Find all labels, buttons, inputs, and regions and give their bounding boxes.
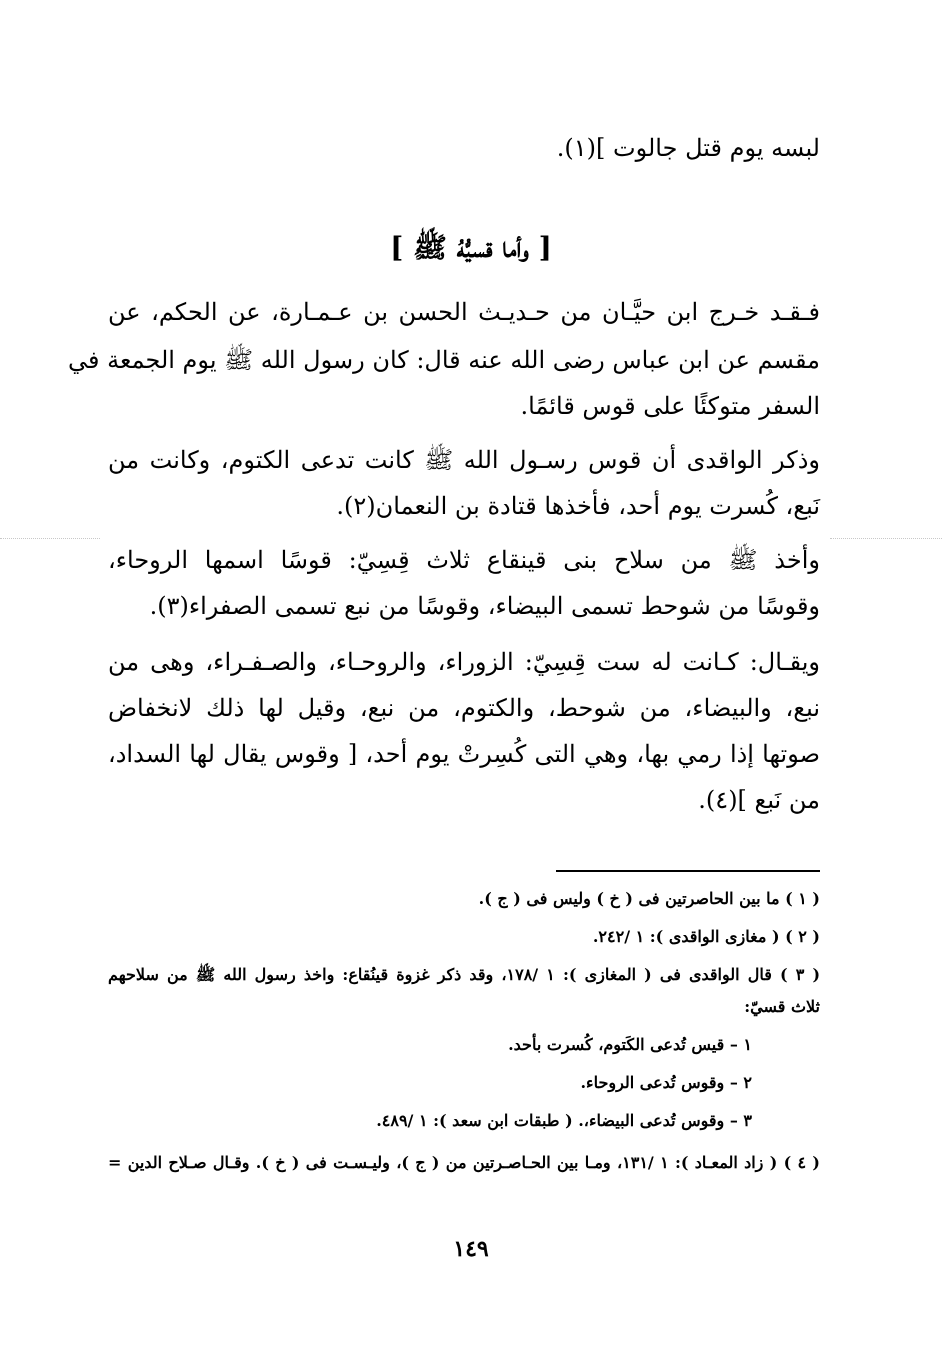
footnote-separator xyxy=(556,870,820,872)
footnote-4: ( ٤ ) ( زاد المعـاد ): ١ /١٣١، ومـا بين الحـاصـرتين من ( ج )، وليـسـت فى ( خ ). وقـال صـلاح الدين = xyxy=(108,1153,821,1172)
footnote-3-item-1: ١ – قيس تُدعى الكَتوم، كُسرت بأحد. xyxy=(508,1035,752,1054)
paragraph-2-line-1: وذكر الواقدى أن قوس رسـول الله ﷺ كانت تدعى الكتوم، وكانت من xyxy=(108,446,820,474)
paragraph-1-line-3: السفر متوكئًا على قوس قائمًا. xyxy=(520,392,820,420)
scan-dots-right xyxy=(830,538,942,540)
footnote-1: ( ١ ) ما بين الحاصرتين فى ( خ ) وليس فى ( ج ). xyxy=(478,889,820,908)
paragraph-1-line-1: فـقـد خـرج ابن حيَّـان من حـديـث الحسن بن عـمـارة، عن الحكم، عن xyxy=(108,298,820,326)
footnote-3-line-2: ثلاث قسيّ: xyxy=(744,997,820,1016)
footnote-2: ( ٢ ) ( مغازى الواقدى ): ١ /٢٤٢. xyxy=(592,927,820,946)
page-number: ١٤٩ xyxy=(453,1236,489,1262)
top-line: لبسه يوم قتل جالوت ](١). xyxy=(556,134,820,162)
paragraph-4-line-3: صوتها إذا رمي بها، وهي التى كُسِرتْ يوم أحد، [ وقوس يقال لها السداد، xyxy=(108,740,820,768)
paragraph-3-line-1: وأخذ ﷺ من سلاح بنى قينقاع ثلاث قِسِيّ: قوسًا اسمها الروحاء، xyxy=(108,546,820,574)
footnote-3-item-3: ٣ – وقوس تُدعى البيضاء،. ( طبقات ابن سعد ): ١ /٤٨٩. xyxy=(376,1111,752,1130)
footnote-3-item-2: ٢ – وقوس تُدعى الروحاء. xyxy=(580,1073,752,1092)
paragraph-4-line-4: من نَبع ](٤). xyxy=(698,786,820,814)
paragraph-4-line-2: نبع، والبيضاء، من شوحط، والكتوم، من نبع، وقيل لها ذلك لانخفاض xyxy=(108,694,820,722)
scan-dots-top xyxy=(0,538,100,540)
section-heading: [ وأما قسيُّهُ ﷺ ] xyxy=(390,231,552,264)
paragraph-2-line-2: نَبع، كُسرت يوم أحد، فأخذها قتادة بن النعمان(٢). xyxy=(336,492,820,520)
footnote-3-line-1: ( ٣ ) قال الواقدى فى ( المغازى ): ١ /١٧٨، وقد ذكر غزوة قينُقاع: واخذ رسول الله ﷺ من سلاحهم xyxy=(108,965,821,984)
paragraph-3-line-2: وقوسًا من شوحط تسمى البيضاء، وقوسًا من نبع تسمى الصفراء(٣). xyxy=(149,592,820,620)
paragraph-1-line-2: مقسم عن ابن عباس رضى الله عنه قال: كان رسول الله ﷺ يوم الجمعة في xyxy=(68,346,820,374)
paragraph-4-line-1: ويقـال: كـانت له ست قِسِيّ: الزوراء، والروحـاء، والصـفـراء، وهى من xyxy=(108,648,820,676)
